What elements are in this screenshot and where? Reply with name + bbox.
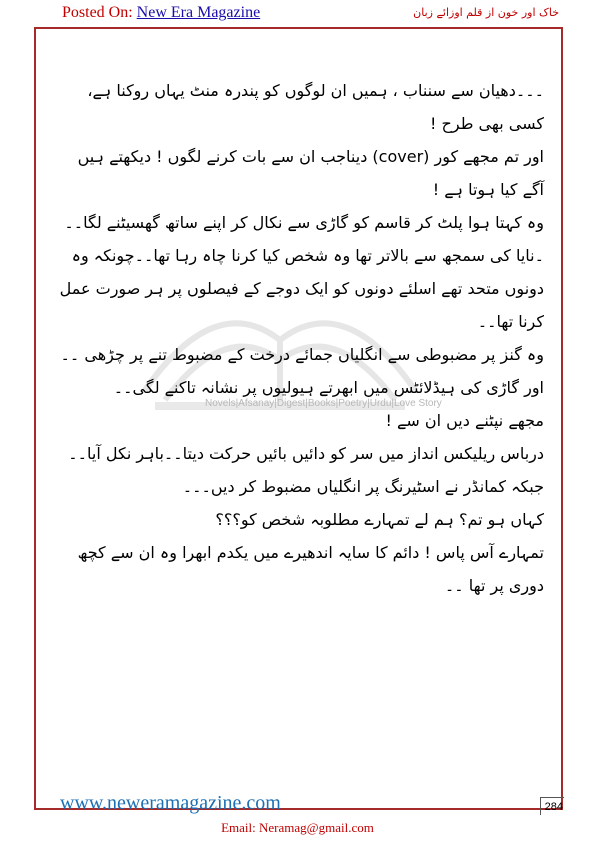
paragraph: ۔نایا کی سمجھ سے بالاتر تھا وہ شخص کیا کرنا چاہ رہا تھا۔۔چونکہ وہ دونوں متحد تھے اسلئے دونوں کو ایک دوجے کے فیصلوں پر ہر صورت عمل کرنا تھا۔۔ <box>59 246 544 331</box>
paragraph: کہاں ہو تم؟ ہم لے تمہارے مطلوبہ شخص کو؟؟؟ <box>215 510 544 529</box>
paragraph: مجھے نپٹنے دیں ان سے ! <box>385 411 544 430</box>
watermark-text: Novels|Afsanay|Digest|Books|Poetry|Urdu|Love Story <box>205 398 442 409</box>
paragraph: ۔۔۔دھیان سے سنناب ، ہمیں ان لوگوں کو پندرہ منٹ یہاں روکنا ہے، کسی بھی طرح ! <box>87 81 544 133</box>
paragraph: اور تم مجھے کور (cover) دیناجب ان سے بات کرنے لگوں ! دیکھتے ہیں آگے کیا ہوتا ہے ! <box>77 147 544 199</box>
magazine-link[interactable]: New Era Magazine <box>136 4 261 21</box>
posted-on-line <box>62 4 260 22</box>
story-text <box>52 74 544 602</box>
posted-on-label: Posted On: <box>62 4 133 21</box>
page-number: 284 <box>540 797 564 815</box>
paragraph: درباس ریلیکس انداز میں سر کو دائیں بائیں حرکت دیتا۔۔باہر نکل آیا۔۔جبکہ کمانڈر نے اسٹیرنگ پر انگلیاں مضبوط کر دیں۔۔۔ <box>68 444 544 496</box>
website-link[interactable]: www.neweramagazine.com <box>60 792 281 814</box>
novel-title-header: خاک اور خون از قلم اوزائے زبان <box>413 6 559 19</box>
paragraph: وہ کہتا ہوا پلٹ کر قاسم کو گاڑی سے نکال کر اپنے ساتھ گھسیٹنے لگا۔۔ <box>64 213 544 232</box>
page-header <box>0 0 595 30</box>
contact-email: Email: Neramag@gmail.com <box>221 820 374 835</box>
paragraph: وہ گنز پر مضبوطی سے انگلیاں جمائے درخت کے مضبوط تنے پر چڑھی ۔۔اور گاڑی کی ہیڈلائٹس میں ابھرتے ہیولیوں پر نشانہ تاکنے لگی۔۔ <box>60 345 544 397</box>
paragraph: تمہارے آس پاس ! دائم کا سایہ اندھیرے میں یکدم ابھرا وہ ان سے کچھ دوری پر تھا ۔۔ <box>77 543 544 595</box>
